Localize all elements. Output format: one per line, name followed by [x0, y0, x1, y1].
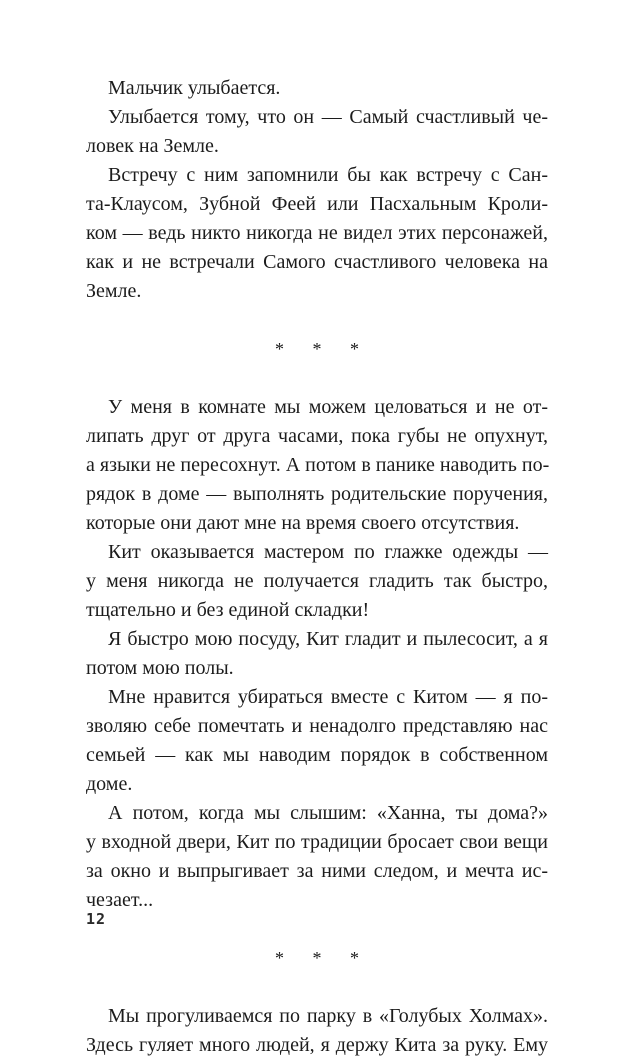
section-separator: * * * [275, 339, 371, 359]
text-line: Мне нравится убираться вместе с Китом — я по- [108, 686, 548, 708]
text-line: у входной двери, Кит по традиции бросает свои вещи [86, 831, 548, 853]
text-line: как и не встречали Самого счастливого человека на [86, 251, 548, 273]
text-line: ком — ведь никто никогда не видел этих персонажей, [86, 222, 548, 244]
text-line: Мы прогуливаемся по парку в «Голубых Холмах». [108, 1005, 548, 1027]
text-line: ловек на Земле. [86, 135, 219, 157]
section-separator: * * * [275, 948, 371, 968]
text-line: У меня в комнате мы можем целоваться и не от- [108, 396, 548, 418]
text-line: Здесь гуляет много людей, я держу Кита за руку. Ему [86, 1034, 548, 1056]
text-line: тщательно и без единой складки! [86, 599, 370, 621]
text-line: у меня никогда не получается гладить так быстро, [86, 570, 548, 592]
page-number: 12 [86, 910, 107, 928]
text-line: Улыбается тому, что он — Самый счастливый че- [108, 106, 548, 128]
text-line: липать друг от друга часами, пока губы не опухнут, [86, 425, 548, 447]
text-line: семьей — как мы наводим порядок в собственном [86, 744, 548, 766]
text-line: Земле. [86, 280, 142, 302]
text-line: Я быстро мою посуду, Кит гладит и пылесосит, а я [108, 628, 548, 650]
text-line: Мальчик улыбается. [108, 77, 281, 99]
text-line: А потом, когда мы слышим: «Ханна, ты дома?» [108, 802, 548, 824]
text-block [86, 74, 548, 1060]
text-line: та-Клаусом, Зубной Феей или Пасхальным Кроли- [86, 193, 548, 215]
text-line: чезает... [86, 889, 154, 911]
text-line: потом мою полы. [86, 657, 234, 679]
text-line: Встречу с ним запомнили бы как встречу с Сан- [108, 164, 548, 186]
text-line: доме. [86, 773, 133, 795]
text-line: Кит оказывается мастером по глажке одежды — [108, 541, 548, 563]
text-line: рядок в доме — выполнять родительские поручения, [86, 483, 548, 505]
text-line: которые они дают мне на время своего отсутствия. [86, 512, 520, 534]
text-line: а языки не пересохнут. А потом в панике наводить по- [86, 454, 550, 476]
text-line: зволяю себе помечтать и ненадолго представляю нас [86, 715, 548, 737]
text-line: за окно и выпрыгивает за ними следом, и мечта ис- [86, 860, 548, 882]
